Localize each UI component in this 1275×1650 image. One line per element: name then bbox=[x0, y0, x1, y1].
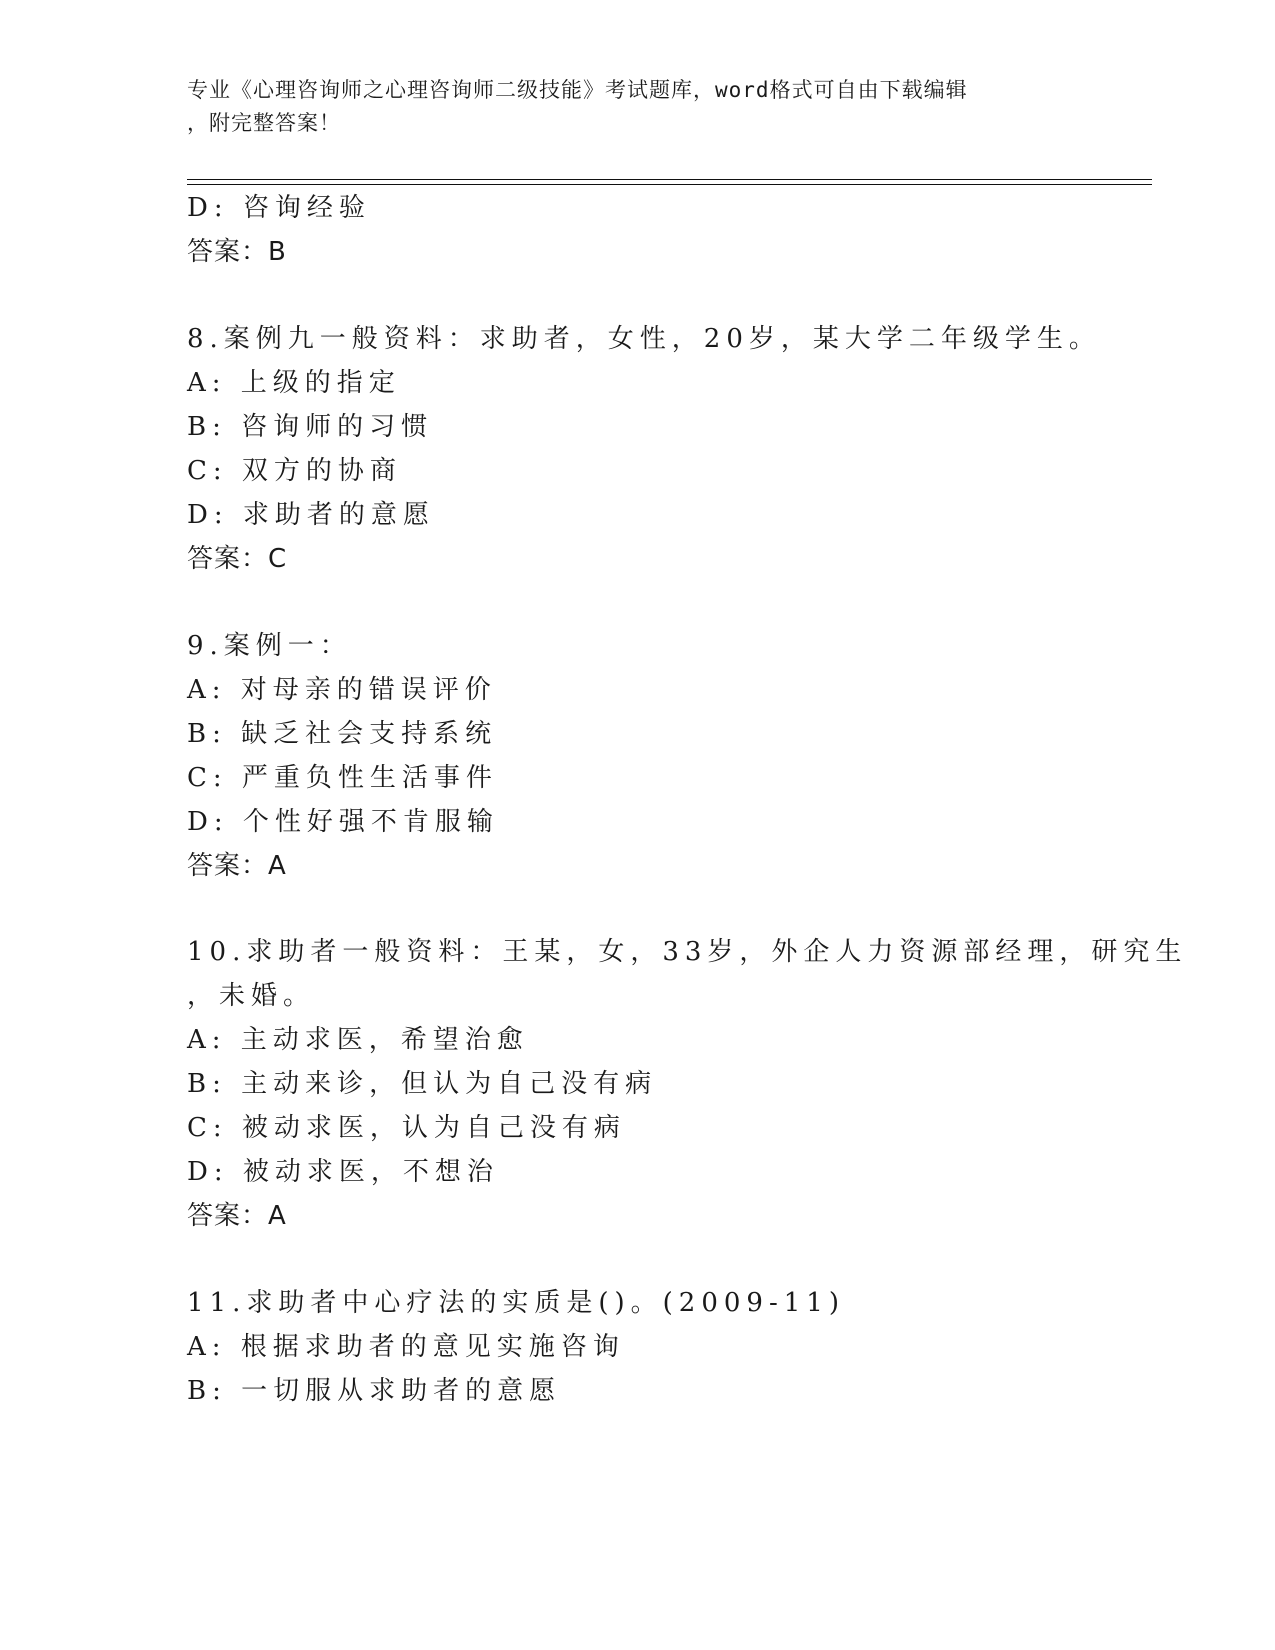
question-8-option-b: B: 咨询师的习惯 bbox=[187, 412, 434, 442]
option-d: D: 咨询经验 bbox=[187, 193, 371, 223]
question-8-option-a: A: 上级的指定 bbox=[187, 368, 401, 398]
question-10-option-b: B: 主动来诊，但认为自己没有病 bbox=[187, 1069, 658, 1099]
question-8-option-d: D: 求助者的意愿 bbox=[187, 500, 435, 530]
question-9-option-d: D: 个性好强不肯服输 bbox=[187, 807, 499, 837]
header-line-2: ，附完整答案！ bbox=[187, 111, 341, 135]
question-11-stem: 11.求助者中心疗法的实质是()。(2009-11) bbox=[187, 1288, 845, 1318]
question-10-option-a: A: 主动求医，希望治愈 bbox=[187, 1025, 529, 1055]
header-divider-top bbox=[187, 179, 1152, 180]
document-header bbox=[187, 74, 1087, 140]
question-8-stem: 8.案例九一般资料：求助者，女性，20岁，某大学二年级学生。 bbox=[187, 324, 1101, 354]
question-10-option-d: D: 被动求医，不想治 bbox=[187, 1157, 499, 1187]
question-11-option-a: A: 根据求助者的意见实施咨询 bbox=[187, 1332, 625, 1362]
question-9-option-a: A: 对母亲的错误评价 bbox=[187, 675, 497, 705]
question-8-answer: 答案：C bbox=[187, 544, 288, 574]
question-10-option-c: C: 被动求医，认为自己没有病 bbox=[187, 1113, 626, 1143]
question-9-option-b: B: 缺乏社会支持系统 bbox=[187, 719, 498, 749]
question-9-answer: 答案：A bbox=[187, 851, 287, 881]
question-8-option-c: C: 双方的协商 bbox=[187, 456, 402, 486]
question-11-option-b: B: 一切服从求助者的意愿 bbox=[187, 1376, 562, 1406]
answer-line: 答案：B bbox=[187, 237, 287, 267]
question-10-stem: 10.求助者一般资料：王某，女，33岁，外企人力资源部经理，研究生 bbox=[187, 937, 1188, 967]
question-10-answer: 答案：A bbox=[187, 1201, 287, 1231]
header-line-1: 专业《心理咨询师之心理咨询师二级技能》考试题库，word格式可自由下载编辑 bbox=[187, 78, 968, 102]
question-10-stem-continued: ，未婚。 bbox=[187, 981, 316, 1011]
header-divider-bottom bbox=[187, 184, 1152, 185]
question-9-stem: 9.案例一： bbox=[187, 631, 352, 661]
question-9-option-c: C: 严重负性生活事件 bbox=[187, 763, 498, 793]
